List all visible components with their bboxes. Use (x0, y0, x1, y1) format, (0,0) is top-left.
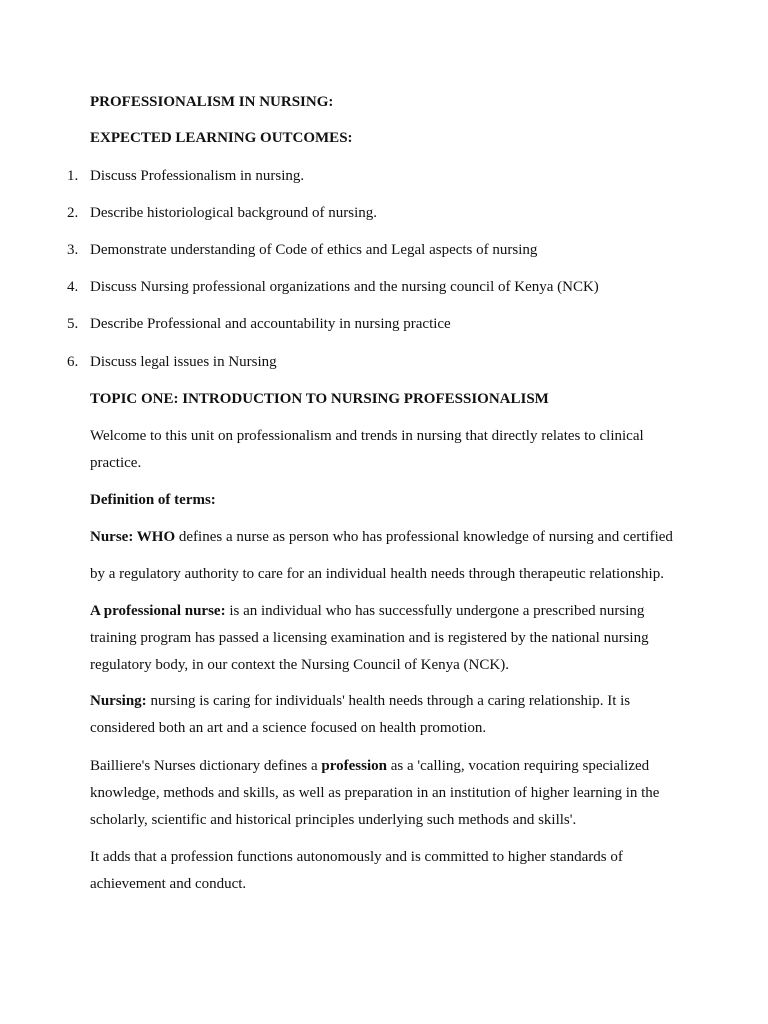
document-title: PROFESSIONALISM IN NURSING: (90, 94, 334, 110)
profession-definition-text: as a 'calling, vocation requiring specialized (386, 758, 650, 774)
list-item-number: 4. (67, 279, 79, 295)
welcome-paragraph-line: Welcome to this unit on professionalism and trends in nursing that directly relates to clinical (90, 428, 644, 444)
list-item-number: 6. (67, 354, 79, 370)
outcomes-heading: EXPECTED LEARNING OUTCOMES: (90, 130, 353, 146)
nursing-definition-line: considered both an art and a science focused on health promotion. (90, 720, 487, 736)
topic-heading: TOPIC ONE: INTRODUCTION TO NURSING PROFESSIONALISM (90, 391, 549, 407)
nursing-term: Nursing: (90, 693, 147, 709)
list-item-number: 5. (67, 316, 79, 332)
nurse-term: Nurse: WHO (90, 529, 176, 545)
list-item: Describe historiological background of nursing. (90, 205, 378, 221)
professional-nurse-definition-line: training program has passed a licensing examination and is registered by the national nursing (90, 630, 649, 646)
professional-nurse-term: A professional nurse: (90, 603, 226, 619)
profession-definition-prefix: Bailliere's Nurses dictionary defines a (90, 758, 322, 774)
list-item: Describe Professional and accountability in nursing practice (90, 316, 451, 332)
list-item: Discuss Nursing professional organizations and the nursing council of Kenya (NCK) (90, 279, 599, 295)
list-item-number: 1. (67, 168, 79, 184)
list-item-number: 2. (67, 205, 79, 221)
list-item-number: 3. (67, 242, 79, 258)
nurse-definition-line: by a regulatory authority to care for an individual health needs through therapeutic relationship. (90, 566, 664, 582)
nurse-definition-text: defines a nurse as person who has professional knowledge of nursing and certified (175, 529, 673, 545)
nurse-definition-line (90, 527, 673, 547)
list-item: Demonstrate understanding of Code of ethics and Legal aspects of nursing (90, 242, 538, 258)
profession-term: profession (321, 758, 387, 774)
profession-adds-line: It adds that a profession functions autonomously and is committed to higher standards of (90, 849, 623, 865)
list-item: Discuss legal issues in Nursing (90, 354, 277, 370)
welcome-paragraph-line: practice. (90, 455, 142, 471)
list-item: Discuss Professionalism in nursing. (90, 168, 305, 184)
nursing-definition-text: nursing is caring for individuals' health needs through a caring relationship. It is (146, 693, 631, 709)
nursing-definition-line (90, 691, 630, 711)
professional-nurse-definition-line: regulatory body, in our context the Nursing Council of Kenya (NCK). (90, 657, 509, 673)
profession-adds-line: achievement and conduct. (90, 876, 247, 892)
profession-definition-line: knowledge, methods and skills, as well as preparation in an institution of higher learning in the (90, 785, 660, 801)
profession-definition-line (90, 756, 649, 776)
professional-nurse-definition-line (90, 601, 644, 621)
definitions-heading: Definition of terms: (90, 492, 216, 508)
profession-definition-line: scholarly, scientific and historical principles underlying such methods and skills'. (90, 812, 577, 828)
professional-nurse-definition-text: is an individual who has successfully undergone a prescribed nursing (225, 603, 645, 619)
